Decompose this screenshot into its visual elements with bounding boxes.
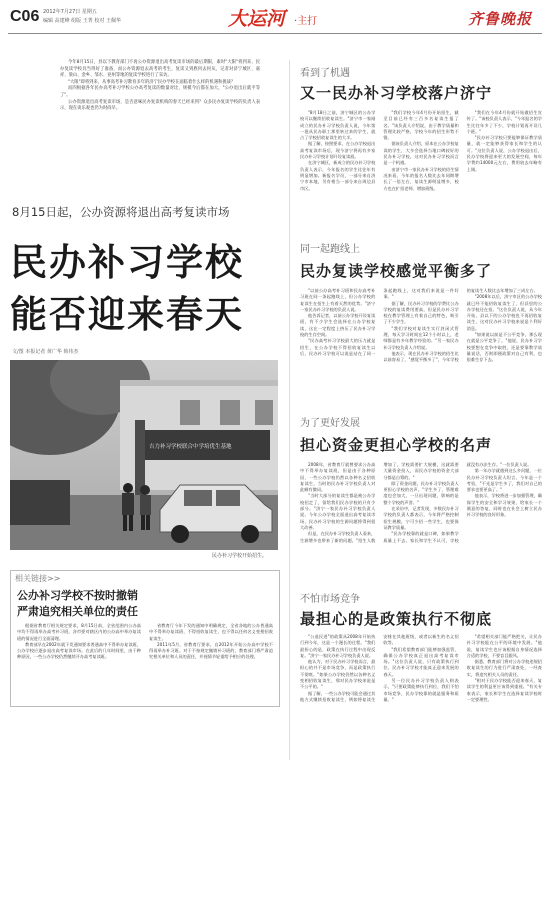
story-paragraph: 在济宁城区，新成立的民办补习学校负责人表示，今年报名的学生比往年有明显增加。新报名学员，一部分来自济宁市本地，另有相当一部分来自周边县市区。 [300, 160, 376, 191]
story2-body [300, 288, 542, 400]
story-paragraph: "如果说以前是不公平竞争，那么现在就是公平竞争了。"他说，民办补习学校要想在竞争中取胜，还是要靠教学质量说话，否则即便政策对自己有利，也很难生存下去。 [466, 332, 542, 363]
story-paragraph: "民办补习学校只要能够保证教学质量，就一定能够获得家长和学生的认可。"这位负责人说，公办学校退出后，民办学校将迎来更大的发展空间，每年学费约14000元左右，费用较去年略有上调。 [466, 135, 542, 172]
story1-title: 又一民办补习学校落户济宁 [300, 84, 493, 102]
story1-label: 看到了机遇 [300, 68, 350, 79]
intro-paragraph: 公办资源退出高考复读市场，是否意味民办复读机构的春天已经来到？众多民办复读学校的负责人表示，现在谈乐观也仍为时尚早。 [60, 99, 260, 112]
lead-headline-line2: 能否迎来春天 [10, 293, 244, 336]
story-paragraph: "以前公办高考补习班和民办高考补习班在同一条起跑线上，但公办学校的复读生在招生上有着天然的优势。"济宁一家民办补习学校的负责人说。 [300, 288, 376, 312]
gate-sign-text: 吉力补习学校联合中学培优生基地 [149, 444, 232, 450]
story-paragraph: "民办学校靠的就是口碑，如果教学质量上不去，家长和学生不认可，学校就没有办法生存。"一位负责人说。 [383, 462, 532, 543]
story1-body [300, 110, 542, 226]
story-paragraph: 据该负责人介绍，原本在公办学校复读的学生，大多会选择当地口碑较好的民办补习学校，这对民办补习学校而言是一个机遇。 [383, 141, 459, 166]
date-line: 2012年7月27日 星期五 [43, 9, 97, 15]
story-paragraph: "我们希望教育部门能够加强监管，确保公办学校真正退出高考复读市场。"这位负责人说，只有政策执行到位，民办补习学校才能真正迎来发展的春天。 [383, 646, 459, 677]
school-gate-photo [10, 360, 278, 550]
masthead [0, 0, 550, 36]
page-code: C06 [10, 8, 40, 25]
story4-body [300, 634, 542, 758]
photo-caption: 民办补习学校开始招生。 [212, 553, 268, 559]
story-paragraph: "我们学校今年4月份开始招生，截至目前已经有三百多名复读生报了名。"该负责人介绍说，由于教学质量和管理比较严格，学校今年的招生形势不错。 [383, 110, 459, 141]
story-paragraph: 据了解，按照要求，在公办学校退出高考复读市场后，现今济宁将再有多家民办补习学校计划开设复读班。 [300, 141, 376, 160]
story-paragraph: 他表示，现在民办补习学校的招生比以前容易了，"感觉平衡多了"，今年学校的复读生人数比去年增加了三成左右。 [383, 288, 538, 363]
sidebar-paragraph: 根据省教育厅相关规定要求，8月15日前，全省范围内公办高中均不得再举办高考补习班，各市要对辖区内的公办高中举办复读班的情况进行全面清理。 [17, 623, 141, 641]
story-paragraph: 由济宁市一家民办补习学校的招生情况来看，今年的报名人数比去年同期增长了一倍左右，复读生源明显增多，校方也在扩招老师、增加班级。 [383, 166, 459, 191]
sidebar-box [10, 570, 280, 707]
lead-headline-line1: 民办补习学校 [10, 241, 244, 284]
story-paragraph: 另一位民办补习学校负责人则表示，"只要政策能够执行到位，我们不怕市场竞争，民办学校靠的就是服务和质量。" [383, 678, 459, 702]
story-paragraph: "公退民进"的政策从2008年开始执行到今年，这是一个漫长的过程。"我们最担心的是，政策在执行过程中出现反复。"济宁一家民办补习学校负责人说。 [300, 634, 376, 658]
story-paragraph: "我们学校对复读生实行封闭式管理，每天学习时间在12个小时以上，老师都是有多年教学经验的。"另一家民办补习学校负责人介绍说。 [383, 325, 459, 350]
story-paragraph: 据了解，一些公办学校可能会通过其他方式继续招收复读生，例如将复读生安排在其他班级，或者以新生的名义招收等。 [300, 634, 459, 702]
sidebar-body [17, 623, 273, 703]
story-paragraph: 据了解，民办补习学校的学费比公办学校的复读费用要高，但是民办补习学校在教学管理上有着自己的特色，吸引了不少学生。 [383, 300, 459, 325]
sidebar-paragraph: 2011年5月，省教育厅要求，自2012年开始公办高中学校不得再举办补习班。对于不按规定撤销补习班的，教育部门将严肃追究相关单位和人员的责任，并视情节轻重给予相应的处理。 [149, 641, 273, 660]
story2-title: 民办复读学校感觉平衡多了 [300, 262, 493, 280]
intro-paragraph: 今年8月15日，县以下教育部门不再公办资源退出高考复读市场的最后期限，素时"大限"将到来，民办复读学校具当得好了准备，而公办资源退去高考的考生，复读又到底何去何从，记者对济宁城区、嘉祥、梁山、金乡、邹水、兖州等地的复读学校进行了采访。 [60, 60, 260, 79]
editor-line: 编辑 高建峰 组版 王菁 校对 王佩华 [43, 18, 121, 24]
story-paragraph: 但是，在民办补习学校负责人看来，生源增多也带来了新的问题。"招生人数增加了，学校需要扩大规模，这就需要大量资金投入，而民办学校的资金大部分都是自筹的。" [300, 462, 459, 543]
story3-label: 为了更好发展 [300, 418, 360, 429]
lead-photo [10, 360, 278, 550]
sidebar-title-1: 公办补习学校不按时撤销 [17, 589, 138, 602]
sidebar-title-2: 严肃追究相关单位的责任 [17, 605, 138, 618]
story-paragraph: 他表示，学校将进一步加强管理，确保学生的安全和学习效果，给家长一个满意的答复，同时也在社会上树立民办补习学校的良好形象。 [466, 493, 542, 518]
paper-name-logo: 齐鲁晚报 [468, 10, 533, 28]
lead-kicker: 8月15日起，公办资源将退出高考复读市场 [12, 205, 230, 219]
story-paragraph: 他认为，对于民办补习学校而言，最担心的并不是市场竞争，而是政策执行不彻底。"如果公办学校仍然以各种名义变相招收复读生，那对民办学校来说是不公平的。" [300, 659, 376, 690]
story4-title: 最担心的是政策执行不彻底 [300, 610, 493, 628]
story3-title: 担心资金更担心学校的名声 [300, 436, 493, 454]
masthead-rule [8, 33, 542, 34]
column-tag: ·主打 [294, 16, 318, 27]
lead-byline: 文/图 本报记者 黄广华 韩伟杰 [12, 349, 79, 355]
column-logo [228, 2, 348, 34]
intro-paragraph: "大限"即将到来，从事高考补习教育多年的济宁民办学校在面临着什么样的机遇和挑战？ [68, 79, 236, 85]
story-paragraph: 2008年，省教育厅就曾要求公办高中不得举办复读班，但是由于各种原因，一些公办学校仍然以各种名义招收复读生，当时的民办补习学校负责人对此颇有微词。 [300, 462, 376, 493]
story-paragraph: "2008年以后，济宁市区的公办学校就已经不能招收复读生了，但县里的公办学校还在招。"这位负责人说，从今年开始，县以下的公办学校也不再招收复读生，这对民办补习学校来说是个利好消息。 [466, 294, 542, 331]
story4-label: 不怕市场竞争 [300, 594, 360, 605]
story-paragraph: "希望相关部门能严格把关，让民办补习学校能在公平的环境中发展。"他说，复读学生也应该根据自身情况选择合适的学校，不要盲目跟风。 [466, 634, 542, 658]
sidebar-label: 相关链接>> [15, 574, 61, 583]
column-name: 大运河 [228, 8, 286, 30]
lead-intro [60, 60, 260, 113]
story-paragraph: "8月18日之前，济宁城区的公办学校可以继续招收复读生。"济宁市一家刚成立的民办补习学校负责人说，今年第一批从民办职工那里转过来的学生，就占了学校招收复读生的大半。 [300, 110, 376, 141]
intro-paragraph: 而四根据各年民办高考补习学校公办高考复读的数量对比，规模今后都在加大，"公办退出后就平等了"。 [60, 86, 260, 98]
story-paragraph: "相对于民办学校能否迎来春天，复读学生的利益更应该得到重视。"有关专家表示，家长和学生在选择复读学校时一定要理性。 [466, 678, 542, 702]
story2-label: 同一起跑线上 [300, 244, 360, 255]
story-paragraph: 他告诉记者，以前公办学校开设复读班，有不少学生会选择在公办学校复读，这在一定程度上挤压了民办补习学校的生存空间。 [300, 313, 376, 338]
story-paragraph: "我们在今年4月份就开始做招生宣传了。"该校负责人表示，"今年报名的学生比往年多了不少，学校计划再开设几个班。" [466, 110, 542, 134]
story3-body [300, 462, 542, 574]
story-paragraph: 第一年办学就遇到这么多问题，一位民办补习学校负责人坦言，今年是一个考验，"不光是学生多了，我们对自己的要求也要更高了。" [466, 468, 542, 493]
story-paragraph: 据悉，教育部门将对公办学校违规招收复读生的行为进行严肃查处，一经查实，将追究相关人员的责任。 [466, 659, 542, 677]
sidebar-paragraph: 教育部早在2002年就下发通知要求普通高中不得举办复读班，公办学校应逐步退出高考复读市场。在此后的几年时间里，由于种种原因，一些公办学校仍然继续开办高考复读班。 [17, 641, 141, 660]
sidebar-paragraph: 省教育厅今年下发的通知中明确规定，全省各地的公办普通高中不得举办复读班、不得招收复读生，也不得以任何名义变相招收复读生。 [149, 623, 273, 641]
story-paragraph: 除了资金问题，民办补习学校负责人更担心学校的名声。"学生多了，管理难度也会加大，一旦出现问题，影响的是整个学校的声誉。" [383, 480, 459, 505]
story-paragraph: "当时大部分的复读生都是被公办学校招走了，留给我们民办学校的只有少部分。"济宁一家民办补习学校负责人说。今年公办学校全面退出高考复读市场，民办补习学校的生源问题将得到很大改善。 [300, 493, 376, 530]
story-paragraph: 在采访中，记者发现，多数民办补习学校的负责人都表示，今年将严格控制招生规模，宁可少招一些学生，也要保证教学质量。 [383, 506, 459, 530]
column-divider [289, 60, 290, 760]
story-paragraph: "民办高考补习学校最大的压力就是招生，在公办学校不得招收复读生以后，民办补习学校可以说是站在了同一条起跑线上，这对我们来说是一件好事。" [300, 288, 459, 356]
